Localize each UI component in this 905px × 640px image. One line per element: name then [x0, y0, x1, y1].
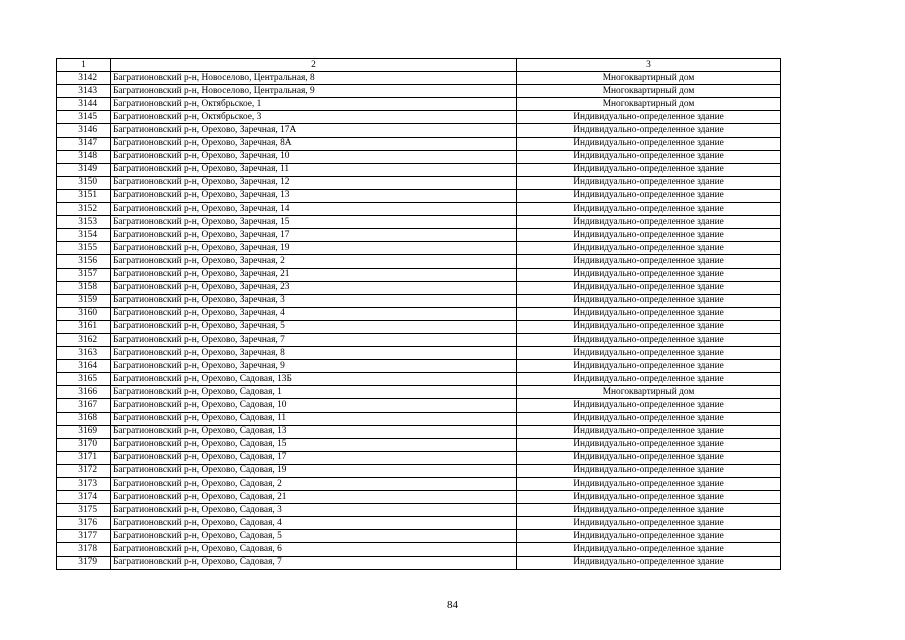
row-building-type: Индивидуально-определенное здание — [517, 543, 781, 556]
row-address: Багратионовский р-н, Орехово, Заречная, 19 — [111, 242, 517, 255]
row-address: Багратионовский р-н, Орехово, Заречная, 8А — [111, 137, 517, 150]
row-building-type: Индивидуально-определенное здание — [517, 229, 781, 242]
row-address: Багратионовский р-н, Орехово, Заречная, 2 — [111, 255, 517, 268]
row-building-type: Многоквартирный дом — [517, 98, 781, 111]
row-address: Багратионовский р-н, Орехово, Садовая, 21 — [111, 491, 517, 504]
row-building-type: Индивидуально-определенное здание — [517, 517, 781, 530]
row-number: 3169 — [57, 425, 111, 438]
row-building-type: Индивидуально-определенное здание — [517, 412, 781, 425]
row-number: 3144 — [57, 98, 111, 111]
table-row — [57, 451, 781, 464]
row-number: 3177 — [57, 530, 111, 543]
row-number: 3151 — [57, 189, 111, 202]
row-building-type: Индивидуально-определенное здание — [517, 399, 781, 412]
table-row — [57, 72, 781, 85]
row-address: Багратионовский р-н, Орехово, Заречная, 13 — [111, 189, 517, 202]
row-building-type: Индивидуально-определенное здание — [517, 150, 781, 163]
row-number: 3145 — [57, 111, 111, 124]
table-row — [57, 85, 781, 98]
table-row — [57, 255, 781, 268]
row-number: 3142 — [57, 72, 111, 85]
row-address: Багратионовский р-н, Орехово, Садовая, 19 — [111, 464, 517, 477]
row-number: 3150 — [57, 176, 111, 189]
row-building-type: Индивидуально-определенное здание — [517, 281, 781, 294]
table-row — [57, 425, 781, 438]
row-number: 3164 — [57, 360, 111, 373]
table-row — [57, 438, 781, 451]
table-row — [57, 307, 781, 320]
row-address: Багратионовский р-н, Орехово, Заречная, 14 — [111, 203, 517, 216]
table-row — [57, 517, 781, 530]
row-address: Багратионовский р-н, Орехово, Садовая, 2 — [111, 478, 517, 491]
table-row — [57, 530, 781, 543]
row-building-type: Индивидуально-определенное здание — [517, 307, 781, 320]
row-address: Багратионовский р-н, Орехово, Садовая, 17 — [111, 451, 517, 464]
row-building-type: Индивидуально-определенное здание — [517, 333, 781, 346]
row-address: Багратионовский р-н, Орехово, Заречная, 3 — [111, 294, 517, 307]
table-row — [57, 242, 781, 255]
row-address: Багратионовский р-н, Орехово, Заречная, 23 — [111, 281, 517, 294]
row-number: 3147 — [57, 137, 111, 150]
row-number: 3165 — [57, 373, 111, 386]
table-row — [57, 373, 781, 386]
row-number: 3179 — [57, 556, 111, 569]
row-building-type: Индивидуально-определенное здание — [517, 373, 781, 386]
row-address: Багратионовский р-н, Орехово, Заречная, 4 — [111, 307, 517, 320]
row-address: Багратионовский р-н, Орехово, Заречная, 12 — [111, 176, 517, 189]
row-number: 3152 — [57, 203, 111, 216]
table-row — [57, 229, 781, 242]
row-address: Багратионовский р-н, Октябрьское, 1 — [111, 98, 517, 111]
row-number: 3154 — [57, 229, 111, 242]
row-building-type: Индивидуально-определенное здание — [517, 478, 781, 491]
header-col-3: 3 — [517, 59, 781, 72]
table-row — [57, 347, 781, 360]
table-row — [57, 464, 781, 477]
row-building-type: Индивидуально-определенное здание — [517, 491, 781, 504]
row-address: Багратионовский р-н, Орехово, Садовая, 7 — [111, 556, 517, 569]
row-number: 3173 — [57, 478, 111, 491]
row-address: Багратионовский р-н, Орехово, Садовая, 10 — [111, 399, 517, 412]
row-number: 3149 — [57, 163, 111, 176]
table-row — [57, 189, 781, 202]
table-header-row — [57, 59, 781, 72]
row-building-type: Индивидуально-определенное здание — [517, 203, 781, 216]
row-number: 3161 — [57, 320, 111, 333]
table-row — [57, 320, 781, 333]
row-number: 3160 — [57, 307, 111, 320]
row-address: Багратионовский р-н, Орехово, Садовая, 11 — [111, 412, 517, 425]
row-number: 3155 — [57, 242, 111, 255]
row-building-type: Индивидуально-определенное здание — [517, 111, 781, 124]
row-address: Багратионовский р-н, Орехово, Заречная, 21 — [111, 268, 517, 281]
row-address: Багратионовский р-н, Орехово, Заречная, 11 — [111, 163, 517, 176]
row-number: 3175 — [57, 504, 111, 517]
header-col-1: 1 — [57, 59, 111, 72]
table-row — [57, 216, 781, 229]
row-address: Багратионовский р-н, Орехово, Садовая, 6 — [111, 543, 517, 556]
row-building-type: Индивидуально-определенное здание — [517, 255, 781, 268]
row-address: Багратионовский р-н, Орехово, Заречная, 15 — [111, 216, 517, 229]
row-number: 3174 — [57, 491, 111, 504]
table-row — [57, 137, 781, 150]
table-row — [57, 386, 781, 399]
row-building-type: Индивидуально-определенное здание — [517, 360, 781, 373]
table-row — [57, 294, 781, 307]
row-number: 3143 — [57, 85, 111, 98]
row-number: 3168 — [57, 412, 111, 425]
row-address: Багратионовский р-н, Орехово, Заречная, 9 — [111, 360, 517, 373]
row-address: Багратионовский р-н, Орехово, Заречная, 8 — [111, 347, 517, 360]
row-address: Багратионовский р-н, Орехово, Заречная, 17 — [111, 229, 517, 242]
row-number: 3148 — [57, 150, 111, 163]
row-address: Багратионовский р-н, Орехово, Садовая, 3 — [111, 504, 517, 517]
row-number: 3153 — [57, 216, 111, 229]
row-number: 3158 — [57, 281, 111, 294]
table-row — [57, 203, 781, 216]
row-address: Багратионовский р-н, Новоселово, Центральная, 8 — [111, 72, 517, 85]
row-building-type: Индивидуально-определенное здание — [517, 556, 781, 569]
row-building-type: Индивидуально-определенное здание — [517, 425, 781, 438]
row-number: 3162 — [57, 333, 111, 346]
row-building-type: Индивидуально-определенное здание — [517, 137, 781, 150]
buildings-table — [56, 58, 781, 570]
table-row — [57, 176, 781, 189]
table-row — [57, 491, 781, 504]
table-row — [57, 124, 781, 137]
row-address: Багратионовский р-н, Орехово, Садовая, 13Б — [111, 373, 517, 386]
row-address: Багратионовский р-н, Орехово, Заречная, 7 — [111, 333, 517, 346]
row-building-type: Индивидуально-определенное здание — [517, 268, 781, 281]
row-number: 3178 — [57, 543, 111, 556]
table-row — [57, 556, 781, 569]
row-building-type: Индивидуально-определенное здание — [517, 294, 781, 307]
table-row — [57, 268, 781, 281]
row-number: 3163 — [57, 347, 111, 360]
row-building-type: Индивидуально-определенное здание — [517, 438, 781, 451]
row-building-type: Многоквартирный дом — [517, 72, 781, 85]
row-building-type: Индивидуально-определенное здание — [517, 530, 781, 543]
table-row — [57, 360, 781, 373]
page-number: 84 — [447, 599, 458, 611]
table-body — [57, 72, 781, 570]
row-address: Багратионовский р-н, Орехово, Садовая, 1 — [111, 386, 517, 399]
table-row — [57, 98, 781, 111]
row-number: 3170 — [57, 438, 111, 451]
row-address: Багратионовский р-н, Орехово, Заречная, 5 — [111, 320, 517, 333]
row-building-type: Индивидуально-определенное здание — [517, 451, 781, 464]
row-number: 3171 — [57, 451, 111, 464]
row-number: 3166 — [57, 386, 111, 399]
table-row — [57, 504, 781, 517]
table-row — [57, 163, 781, 176]
row-building-type: Многоквартирный дом — [517, 85, 781, 98]
row-number: 3146 — [57, 124, 111, 137]
row-building-type: Индивидуально-определенное здание — [517, 189, 781, 202]
table-row — [57, 150, 781, 163]
table-row — [57, 111, 781, 124]
row-number: 3176 — [57, 517, 111, 530]
row-address: Багратионовский р-н, Новоселово, Центральная, 9 — [111, 85, 517, 98]
row-address: Багратионовский р-н, Октябрьское, 3 — [111, 111, 517, 124]
row-address: Багратионовский р-н, Орехово, Садовая, 5 — [111, 530, 517, 543]
row-address: Багратионовский р-н, Орехово, Заречная, 17А — [111, 124, 517, 137]
row-number: 3167 — [57, 399, 111, 412]
table-row — [57, 412, 781, 425]
table-row — [57, 281, 781, 294]
row-address: Багратионовский р-н, Орехово, Садовая, 13 — [111, 425, 517, 438]
table-row — [57, 478, 781, 491]
row-number: 3172 — [57, 464, 111, 477]
header-col-2: 2 — [111, 59, 517, 72]
row-building-type: Индивидуально-определенное здание — [517, 464, 781, 477]
table-row — [57, 399, 781, 412]
row-number: 3156 — [57, 255, 111, 268]
row-building-type: Индивидуально-определенное здание — [517, 163, 781, 176]
row-building-type: Индивидуально-определенное здание — [517, 347, 781, 360]
row-number: 3159 — [57, 294, 111, 307]
row-building-type: Индивидуально-определенное здание — [517, 216, 781, 229]
row-address: Багратионовский р-н, Орехово, Садовая, 4 — [111, 517, 517, 530]
row-address: Багратионовский р-н, Орехово, Садовая, 15 — [111, 438, 517, 451]
table-row — [57, 333, 781, 346]
table-row — [57, 543, 781, 556]
row-building-type: Индивидуально-определенное здание — [517, 176, 781, 189]
row-address: Багратионовский р-н, Орехово, Заречная, 10 — [111, 150, 517, 163]
row-building-type: Индивидуально-определенное здание — [517, 124, 781, 137]
row-building-type: Индивидуально-определенное здание — [517, 242, 781, 255]
row-building-type: Многоквартирный дом — [517, 386, 781, 399]
row-building-type: Индивидуально-определенное здание — [517, 504, 781, 517]
row-building-type: Индивидуально-определенное здание — [517, 320, 781, 333]
row-number: 3157 — [57, 268, 111, 281]
